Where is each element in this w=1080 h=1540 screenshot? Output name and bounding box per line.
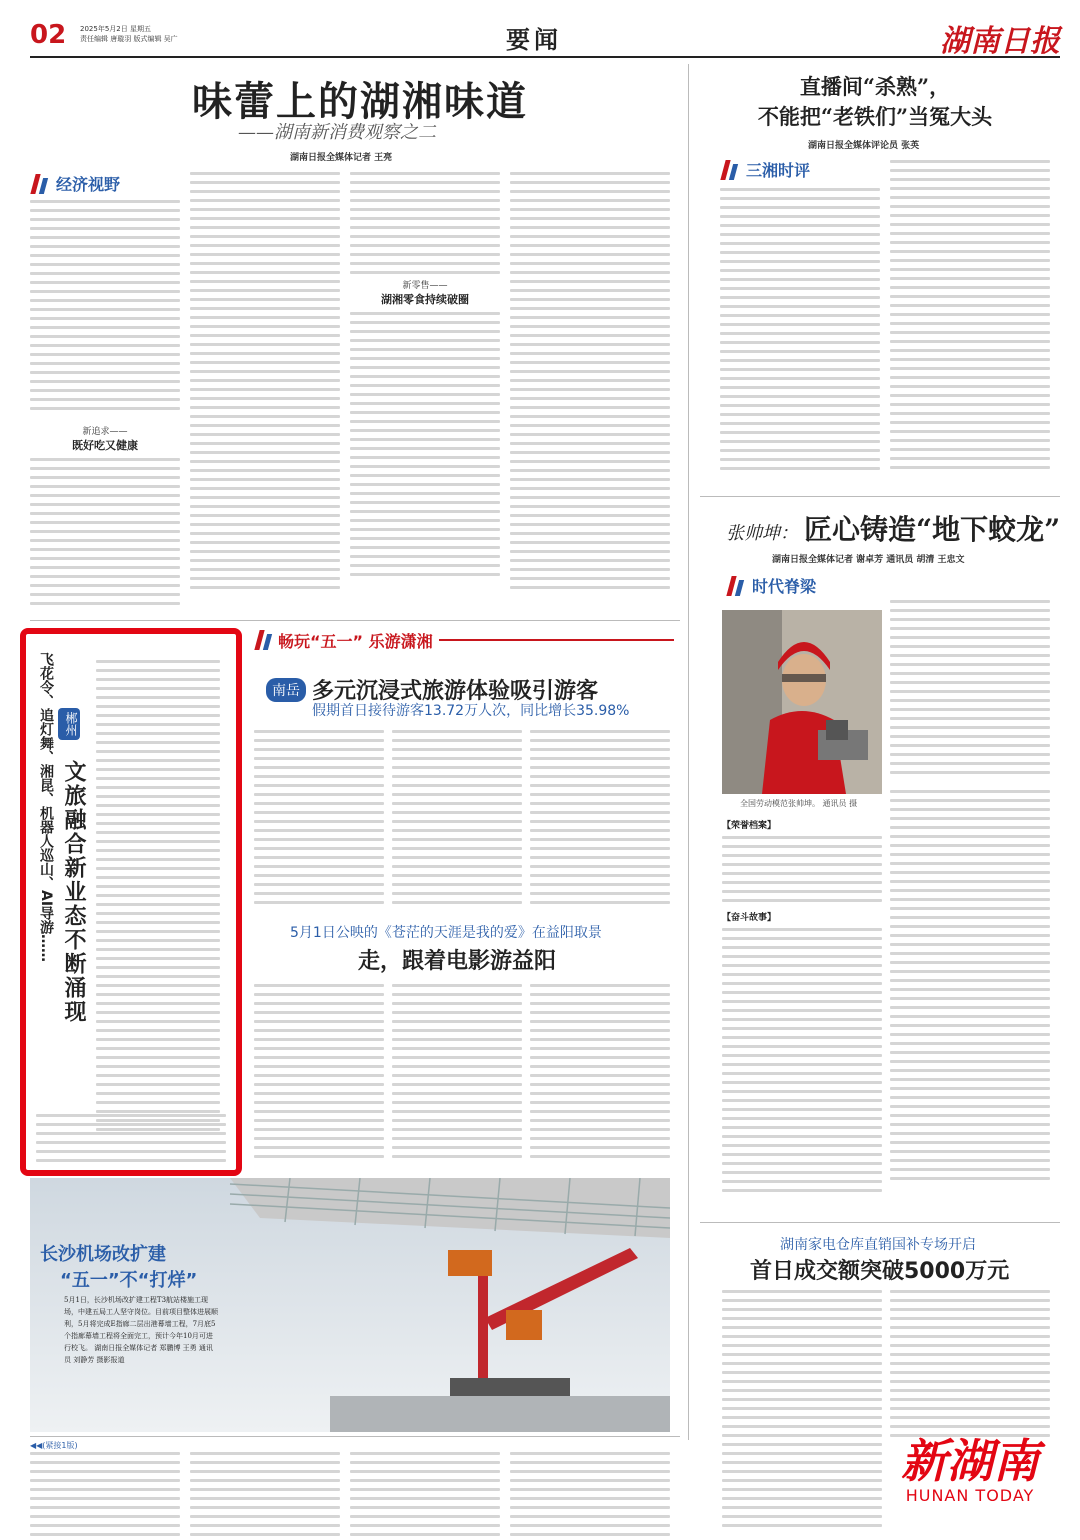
- bottom-rule: [30, 1436, 680, 1437]
- section-title: 要闻: [506, 25, 562, 54]
- appliance-text-col1: [722, 1290, 882, 1533]
- opinion-byline: 湖南日报全媒体评论员 张英: [808, 141, 920, 151]
- lead-text-col1a: [30, 200, 180, 416]
- profile-rule: [700, 1222, 1060, 1223]
- brand-logo-en: HUNAN TODAY: [905, 1486, 1035, 1505]
- column-divider: [688, 64, 689, 1440]
- story-label: 【奋斗故事】: [722, 913, 777, 923]
- nanyue-text-col1: [254, 730, 384, 910]
- appliance-kicker: 湖南家电仓库直销国补专场开启: [780, 1237, 976, 1253]
- airport-headline-2: “五一”不“打烊”: [60, 1270, 198, 1291]
- lead-text-col3b: [350, 312, 500, 582]
- tourism-rule: [30, 620, 680, 621]
- opinion-rule: [700, 496, 1060, 497]
- chenzhou-text: [96, 660, 220, 1137]
- opinion-text-col2: [890, 160, 1050, 475]
- page-date: 2025年5月2日 星期五: [80, 25, 151, 33]
- appliance-text-col2: [890, 1290, 1050, 1443]
- section-flag-icon: [726, 576, 746, 596]
- nanyue-text-col3: [530, 730, 670, 910]
- section-flag-icon: [30, 174, 50, 194]
- lead-subhead-2: [370, 278, 480, 307]
- lead-text-col1b: [30, 458, 180, 611]
- nanyue-headline: 多元沉浸式旅游体验吸引游客: [312, 679, 599, 704]
- nanyue-tag: 南岳: [266, 678, 306, 702]
- profile-byline: 湖南日报全媒体记者 谢卓芳 通讯员 胡清 王忠文: [772, 555, 965, 565]
- lead-headline: 味蕾上的湖湘味道: [192, 78, 528, 125]
- chenzhou-headline: 文旅融合新业态不断涌现: [61, 760, 86, 1024]
- section-header-commentary: [720, 158, 810, 181]
- lead-subhead-2-title: 湖湘零食持续破圈: [381, 293, 469, 306]
- opinion-headline-line1: 直播间“杀熟”，: [799, 74, 951, 99]
- lead-subtitle: ——湖南新消费观察之二: [238, 122, 436, 143]
- lead-text-col2: [190, 172, 340, 595]
- tourism-banner-line: [439, 639, 674, 641]
- honor-text: [722, 836, 882, 908]
- tourism-banner-label: 畅玩“五一” 乐游潇湘: [278, 631, 433, 651]
- honor-label: 【荣誉档案】: [722, 821, 777, 831]
- profile-headline: [726, 508, 1060, 548]
- section-label-commentary: 三湘时评: [746, 161, 811, 180]
- profile-text-col-upper: [890, 600, 1050, 780]
- page-number: 02: [30, 20, 67, 50]
- lead-subhead-2-kicker: 新零售——: [402, 281, 448, 291]
- opinion-text-col1: [720, 188, 880, 476]
- film-headline: 走，跟着电影游益阳: [358, 949, 557, 974]
- page-meta: [80, 24, 178, 44]
- section-flag-icon: [720, 160, 740, 180]
- tourism-banner: [254, 628, 674, 652]
- top-rule: [30, 56, 1060, 58]
- section-label-economy: 经济视野: [56, 175, 121, 194]
- story-text: [722, 928, 882, 1198]
- worker-photo-caption: 全国劳动模范张帅坤。 通讯员 摄: [740, 799, 858, 808]
- film-text-col3: [530, 984, 670, 1164]
- film-text-col2: [392, 984, 522, 1164]
- chenzhou-kicker: 飞花令、追灯舞、湘昆、机器人巡山、AI导游……: [38, 652, 54, 963]
- brand-logo-cn: 新湖南: [901, 1434, 1039, 1488]
- lead-text-col4: [510, 172, 670, 595]
- appliance-headline: 首日成交额突破5000万元: [750, 1259, 1010, 1284]
- film-kicker: 5月1日公映的《苍茫的天涯是我的爱》在益阳取景: [290, 925, 602, 941]
- masthead: [30, 14, 1060, 58]
- opinion-headline: [700, 72, 1050, 132]
- nanyue-subheadline: 假期首日接待游客13.72万人次，同比增长35.98%: [312, 703, 630, 719]
- airport-headline-1: 长沙机场改扩建: [40, 1244, 166, 1265]
- airport-caption: 5月1日，长沙机场改扩建工程T3航站楼施工现场，中建五局工人坚守岗位。目前项目整体进展顺利，5月将完成E指廊二层出港幕墙工程，7月底5个指廊幕墙工程将全面完工，预计今年10月可进行校飞。 湖南日报全媒体记者 郑鹏博 王勇 通讯员 刘静芳 摄影报道: [64, 1296, 218, 1364]
- bottom-text-col4: [510, 1452, 670, 1540]
- lead-subhead-1-title: 既好吃又健康: [72, 439, 138, 452]
- page-editors: 责任编辑 唐璇羽 版式编辑 吴广: [80, 35, 178, 43]
- bottom-text-col3: [350, 1452, 500, 1540]
- profile-headline-prefix: 张帅坤：: [726, 523, 798, 544]
- profile-text-col-lower: [890, 790, 1050, 1186]
- profile-headline-text: 匠心铸造“地下蛟龙”: [804, 513, 1061, 546]
- chenzhou-text-bottom: [36, 1114, 226, 1168]
- opinion-headline-line2: 不能把“老铁们”当冤大头: [757, 104, 993, 129]
- lead-byline: 湖南日报全媒体记者 王亮: [290, 153, 393, 163]
- continuation-note: ◀◀(紧接1版): [30, 1441, 78, 1450]
- nanyue-text-col2: [392, 730, 522, 910]
- bottom-text-col2: [190, 1452, 340, 1540]
- section-flag-icon: [254, 630, 274, 650]
- lead-subhead-1-kicker: 新追求——: [82, 427, 128, 437]
- lead-text-col3a: [350, 172, 500, 280]
- brand-logo: [880, 1436, 1060, 1505]
- section-header-profile: [726, 574, 816, 597]
- lead-subhead-1: [60, 424, 150, 453]
- chenzhou-tag: 郴州: [58, 708, 80, 740]
- worker-photo: [722, 610, 882, 794]
- film-text-col1: [254, 984, 384, 1164]
- section-label-profile: 时代脊梁: [752, 577, 817, 596]
- bottom-text-col1: [30, 1452, 180, 1540]
- section-header-economy: [30, 172, 120, 195]
- newspaper-logo: 湖南日报: [940, 24, 1060, 59]
